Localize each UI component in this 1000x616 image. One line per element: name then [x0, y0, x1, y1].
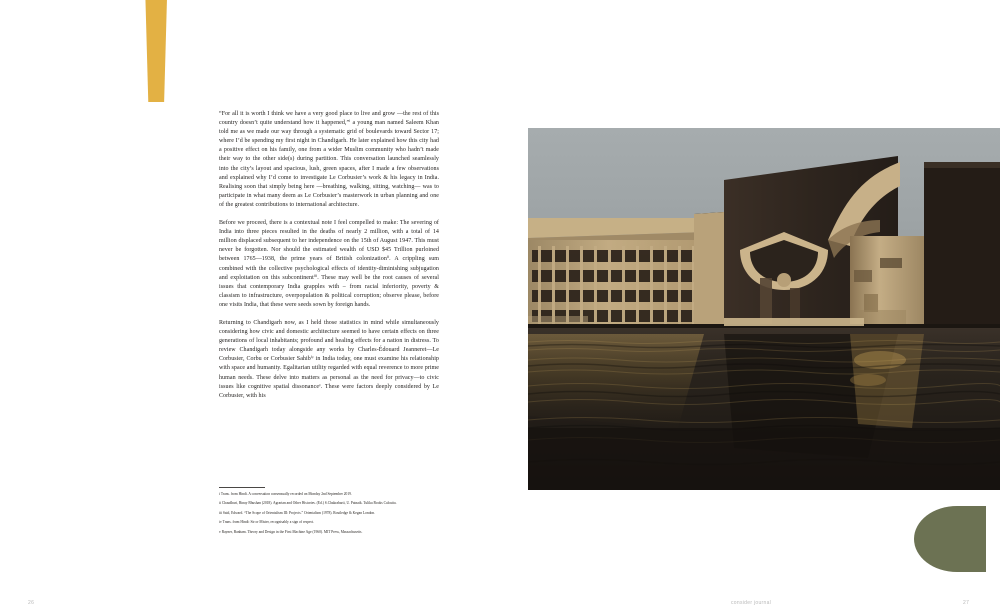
article-paragraph-3: Returning to Chandigarh now, as I held those statistics in mind while simultaneously considering how civic and domestic architecture seemed to have certain effects on three generations of local inhabitants; profound and healing effects for a nation in distress. To review Chandigarh today alongside any works by Charles-Édouard Jeanneret—Le Corbusier, Corbu or Corbusier Sahibⁱᵛ in India today, one must examine his relationship with space and humanity. Egalitarian utility regarded with equal reverence to more prime human needs. These delve into matters as personal as the need for privacy—to civic issues like cognitive spatial dissonanceᵛ. These were factors deeply considered by Le Corbusier, with his [219, 319, 439, 399]
right-dark-mass [924, 162, 1000, 328]
olive-wedge-mask [986, 506, 1000, 572]
article-paragraph-1: “For all it is worth I think we have a very good place to live and grow —the rest of this country doesn’t quite understand how it happened,”ⁱ a young man named Saleem Khan told me as we made our way through a systematic grid of boulevards toward Sector 17; where I’d be spending my first night in Chandigarh. He later explained how this city had a positive effect on his family, one from a wider Muslim community who hadn’t made their way to the other side(s) during partition. This conversation launched seamlessly into the city’s layout and spacious, lush, green spaces, after I made a few observations and explained why I’d come to investigate Le Corbusier’s work & his legacy in India. Realising soon that simply being here —breathing, walking, sitting, watching— was to participate in what many deem as Le Corbusier’s masterwork in urban planning and one of the greatest contributions to international architecture. [219, 111, 439, 208]
photograph-artwork [528, 128, 1000, 490]
folio-publication: consider journal [731, 600, 772, 606]
footnote-iv: iv Trans. from Hindi: Sir or Mister, recognisably a sign of respect. [219, 520, 315, 525]
article-text-column [219, 110, 439, 410]
yellow-accent-bar [143, 0, 167, 102]
article-paragraph-2: Before we proceed, there is a contextual note I feel compelled to make: The severing of India into three pieces resulted in the deaths of nearly 2 million, with a total of 14 million displaced subsequent to her independence on the 15th of August 1947. This must never be forgotten. Nor should the estimated wealth of USD $45 Trillion purloined between 1765—1938, the prime years of British colonizationⁱⁱ. A crippling sum combined with the collective psychological effects of identity-diminishing subjugation and exploitation on this subcontinentⁱⁱⁱ. These may well be the root causes of several issues that contemporary India grapples with – from racial inferiority, poverty & classism to infrastructure, overpopulation & political corruption; observe please, before one visits India, that these were seeds sown by foreign hands. [219, 220, 439, 308]
footnote-ii: ii Chaudhuri, Binay Bhushan (2018). Agrarian and Other Histories. (Ed.) S.Chakrabarti, U. Patnaik. Tulika Books Calcutta. [219, 501, 397, 506]
footnote-v: v Rayner, Banham. Theory and Design in the First Machine Age (1960). MIT Press, Massachusetts. [219, 529, 363, 534]
folio-page-left: 26 [28, 600, 35, 606]
footnote-divider-rule [219, 487, 265, 488]
footnote-iii: iii Said, Edward. “The Scope of Orientalism III: Projects.” Orientalism (1978). Routledge & Kegan London. [219, 510, 375, 515]
assembly-building-photograph [528, 128, 1000, 490]
footnote-i: i Trans. from Hindi. A conversation consensually recorded on Monday 2nd September 2019. [219, 492, 352, 496]
footnotes-block [219, 487, 439, 539]
folio-page-right: 27 [963, 600, 970, 606]
